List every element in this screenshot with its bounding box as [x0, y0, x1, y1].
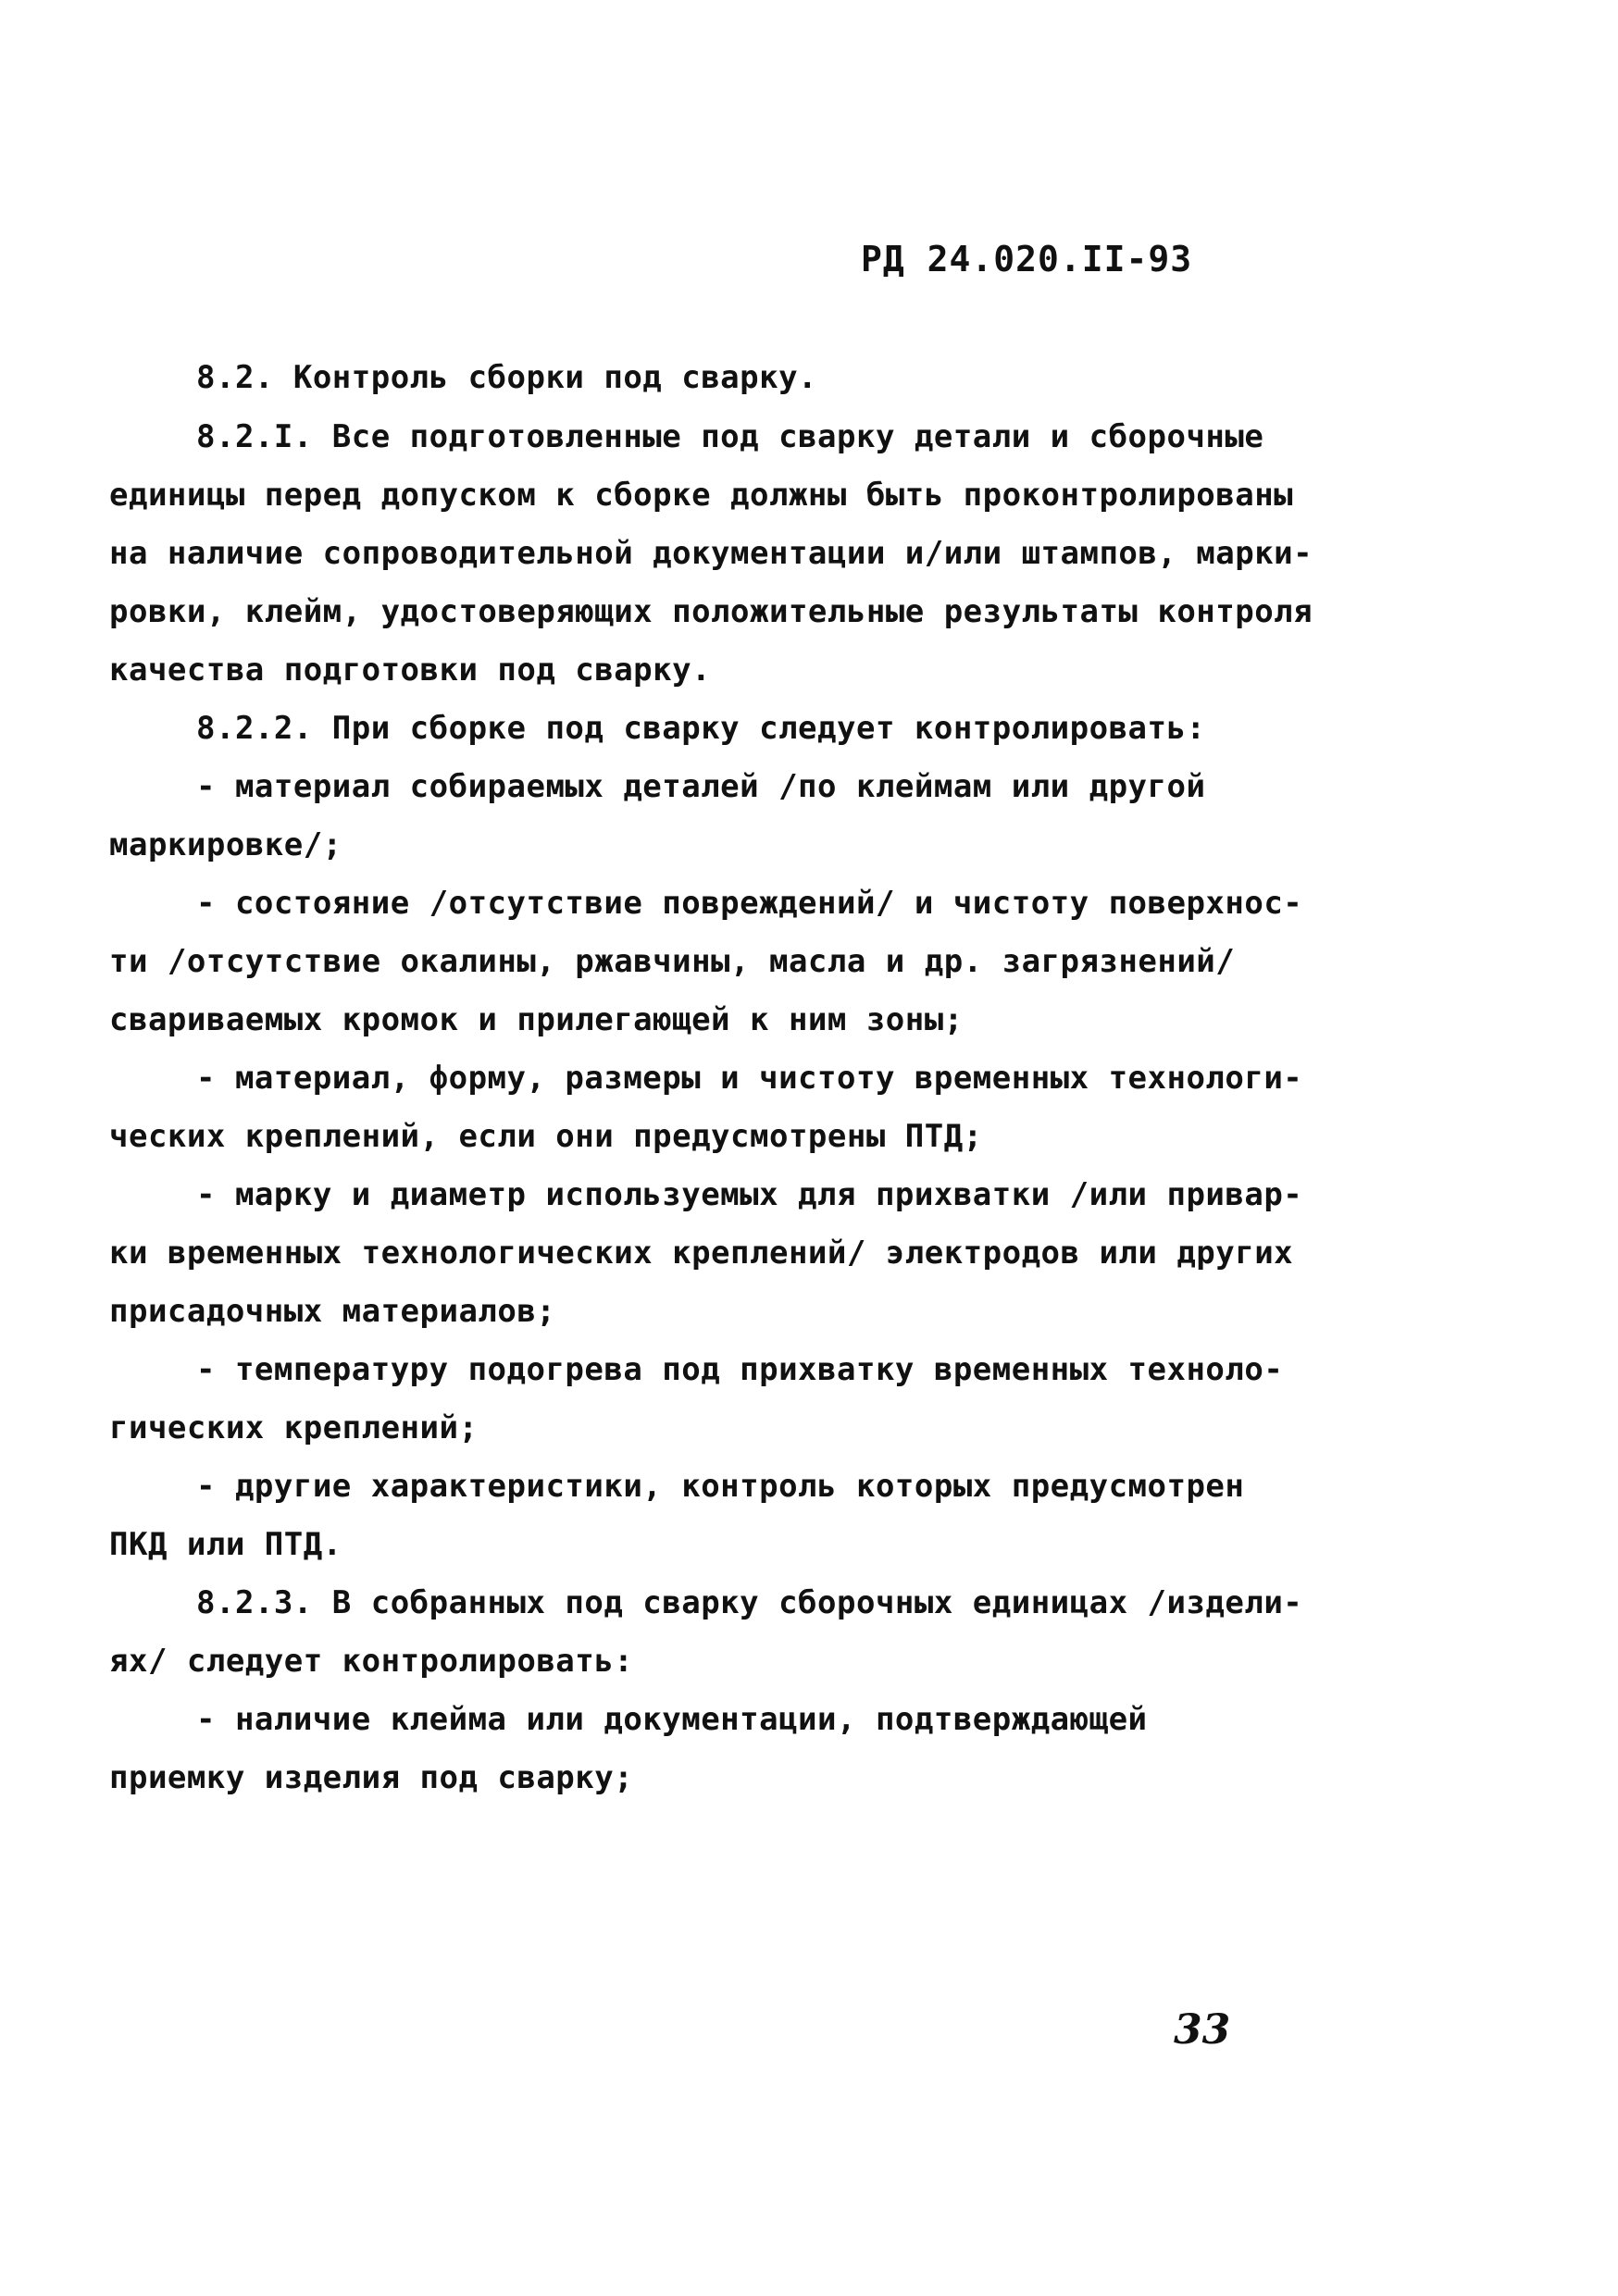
list-item-line: ческих креплений, если они предусмотрены ПТД; [109, 1118, 983, 1155]
paragraph-line: ровки, клейм, удостоверяющих положительные результаты контроля [109, 593, 1313, 630]
list-item-line: присадочных материалов; [109, 1293, 556, 1330]
paragraph-line: ях/ следует контролировать: [109, 1643, 634, 1680]
paragraph-line: единицы перед допуском к сборке должны быть проконтролированы [109, 477, 1294, 514]
list-item-line: ки временных технологических креплений/ электродов или других [109, 1235, 1294, 1272]
list-item-line: - состояние /отсутствие повреждений/ и чистоту поверхнос- [196, 885, 1303, 922]
list-item-line: - температуру подогрева под прихватку временных техноло- [196, 1351, 1284, 1388]
list-item-line: - другие характеристики, контроль которых предусмотрен [196, 1468, 1245, 1505]
paragraph-line: 8.2.3. В собранных под сварку сборочных единицах /издели- [196, 1584, 1303, 1621]
list-item-line: - материал собираемых деталей /по клеймам или другой [196, 768, 1206, 805]
paragraph-line: 8.2.2. При сборке под сварку следует контролировать: [196, 710, 1206, 747]
list-item-line: свариваемых кромок и прилегающей к ним зоны; [109, 1001, 964, 1038]
list-item-line: гических креплений; [109, 1409, 479, 1446]
list-item-line: - наличие клейма или документации, подтверждающей [196, 1701, 1148, 1738]
section-heading-8-2: 8.2. Контроль сборки под сварку. [196, 359, 818, 396]
paragraph-line: 8.2.I. Все подготовленные под сварку детали и сборочные [196, 418, 1264, 455]
page-number: 33 [1174, 2006, 1231, 2054]
list-item-line: ПКД или ПТД. [109, 1526, 342, 1563]
list-item-line: приемку изделия под сварку; [109, 1759, 634, 1796]
paragraph-line: качества подготовки под сварку. [109, 652, 712, 689]
list-item-line: - марку и диаметр используемых для прихватки /или привар- [196, 1176, 1303, 1213]
list-item-line: маркировке/; [109, 826, 342, 863]
document-code-header: РД 24.020.II-93 [861, 239, 1193, 279]
list-item-line: - материал, форму, размеры и чистоту временных технологи- [196, 1060, 1303, 1097]
paragraph-line: на наличие сопроводительной документации и/или штампов, марки- [109, 535, 1313, 572]
list-item-line: ти /отсутствие окалины, ржавчины, масла и др. загрязнений/ [109, 943, 1236, 980]
